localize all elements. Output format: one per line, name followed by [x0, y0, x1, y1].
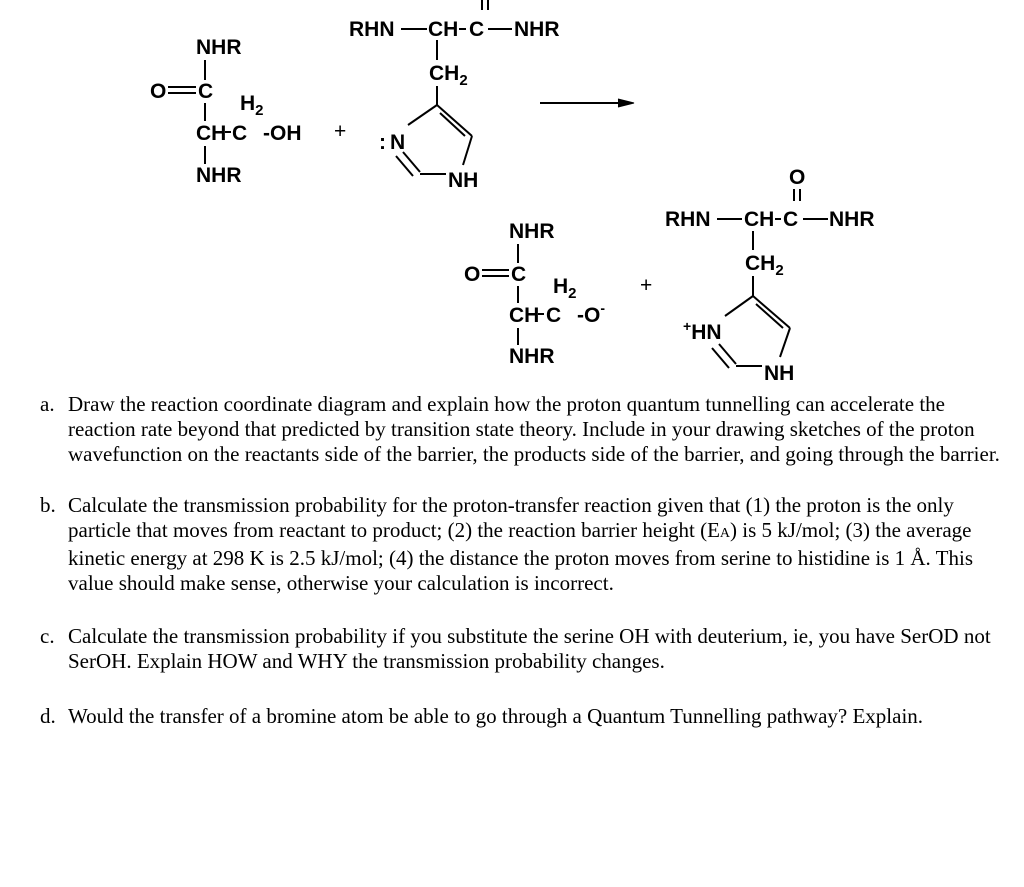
hisp-nh: NH	[764, 362, 795, 385]
his-ring-bond-b	[437, 105, 472, 136]
his-lone-pair: :	[379, 131, 386, 154]
hisp-ring-bond-d	[719, 344, 736, 364]
ser-ch2-c: C	[232, 122, 248, 145]
his-nh: NH	[448, 169, 479, 192]
his-n: N	[390, 131, 406, 154]
arrow-head	[618, 99, 634, 107]
serine-reactant	[150, 36, 302, 187]
serp-ch2-c: C	[546, 304, 562, 327]
serp-o-minus: -O-	[577, 300, 605, 327]
serp-ch: CH	[509, 304, 540, 327]
hisp-carbonyl-o: O	[789, 166, 806, 189]
hisp-ch2: $CH_2$	[745, 252, 784, 279]
hisp-rhn: RHN	[665, 208, 711, 231]
hisp-ring-bond-c	[780, 328, 790, 357]
hisp-nhr: NHR	[829, 208, 875, 231]
plus-sign-reactants: +	[334, 120, 347, 143]
ser-carbonyl-o: O	[150, 80, 167, 103]
his-ch: CH	[428, 18, 459, 41]
serp-h2: $H_2$	[553, 275, 577, 302]
his-ring-bond-c	[463, 136, 472, 165]
question-b-text-part2: ) is 5 kJ/mol; (3) the average kinetic energy at 298 K is 2.5 kJ/mol; (4) the distance the proton moves from serine to histidine is 1 Å. This value should make sense, otherwise your calculation is incorrect.	[68, 518, 973, 595]
question-list	[40, 392, 1015, 729]
ser-top-nhr: NHR	[196, 36, 242, 59]
his-ring-bond-a	[408, 105, 437, 125]
hisp-ring-bond-b2	[756, 304, 783, 328]
histidine-product	[665, 166, 875, 385]
question-a	[40, 392, 1015, 467]
question-a-letter: a.	[40, 392, 55, 416]
his-rhn: RHN	[349, 18, 395, 41]
question-d-text: Would the transfer of a bromine atom be able to go through a Quantum Tunnelling pathway? Explain.	[68, 704, 924, 728]
question-d-letter: d.	[40, 704, 56, 728]
his-ring-bond-b2	[440, 113, 465, 136]
serp-carbonyl-c: C	[511, 263, 527, 286]
his-ch2: $CH_2$	[429, 62, 468, 89]
serp-carbonyl-o: O	[464, 263, 481, 286]
his-nhr: NHR	[514, 18, 560, 41]
question-b-text-part1: Calculate the transmission probability for the proton-transfer reaction given that (1) the proton is the only particle that moves from reactant to product; (2) the reaction barrier height (E	[68, 493, 954, 542]
serp-top-nhr: NHR	[509, 220, 555, 243]
question-b-subscript: A	[719, 526, 731, 541]
histidine-reactant	[349, 0, 560, 192]
reaction-arrow	[540, 99, 634, 107]
his-ring-bond-d	[403, 152, 420, 172]
his-ring-bond-d2	[396, 156, 413, 176]
hisp-ring-bond-b	[753, 296, 790, 328]
question-d	[40, 704, 1015, 729]
ser-oh: -OH	[263, 122, 302, 145]
serp-bottom-nhr: NHR	[509, 345, 555, 368]
his-c: C	[469, 18, 485, 41]
hisp-ring-bond-a	[725, 296, 753, 316]
ser-ch: CH	[196, 122, 227, 145]
ser-h2: $H_2$	[240, 92, 264, 119]
reaction-scheme	[0, 0, 1024, 390]
hisp-c: C	[783, 208, 799, 231]
hisp-hn: +HN	[683, 318, 722, 344]
question-a-text: Draw the reaction coordinate diagram and explain how the proton quantum tunnelling can accelerate the reaction rate beyond that predicted by transition state theory. Include in your drawing sketches of the proton wavefunction on the reactants side of the barrier, the products side of the barrier, and going through the barrier.	[68, 392, 1000, 466]
hisp-ring-bond-d2	[712, 348, 729, 368]
ser-carbonyl-c: C	[198, 80, 214, 103]
question-b-letter: b.	[40, 493, 56, 517]
hisp-ch: CH	[744, 208, 775, 231]
question-b	[40, 493, 1015, 596]
question-c-text: Calculate the transmission probability if you substitute the serine OH with deuterium, ie, you have SerOD not SerOH. Explain HOW and WHY the transmission probability changes.	[68, 624, 991, 673]
question-b-text	[68, 493, 973, 595]
question-c	[40, 624, 1015, 674]
plus-sign-products: +	[640, 274, 653, 297]
ser-bottom-nhr: NHR	[196, 164, 242, 187]
question-c-letter: c.	[40, 624, 55, 648]
serine-product	[464, 220, 605, 368]
